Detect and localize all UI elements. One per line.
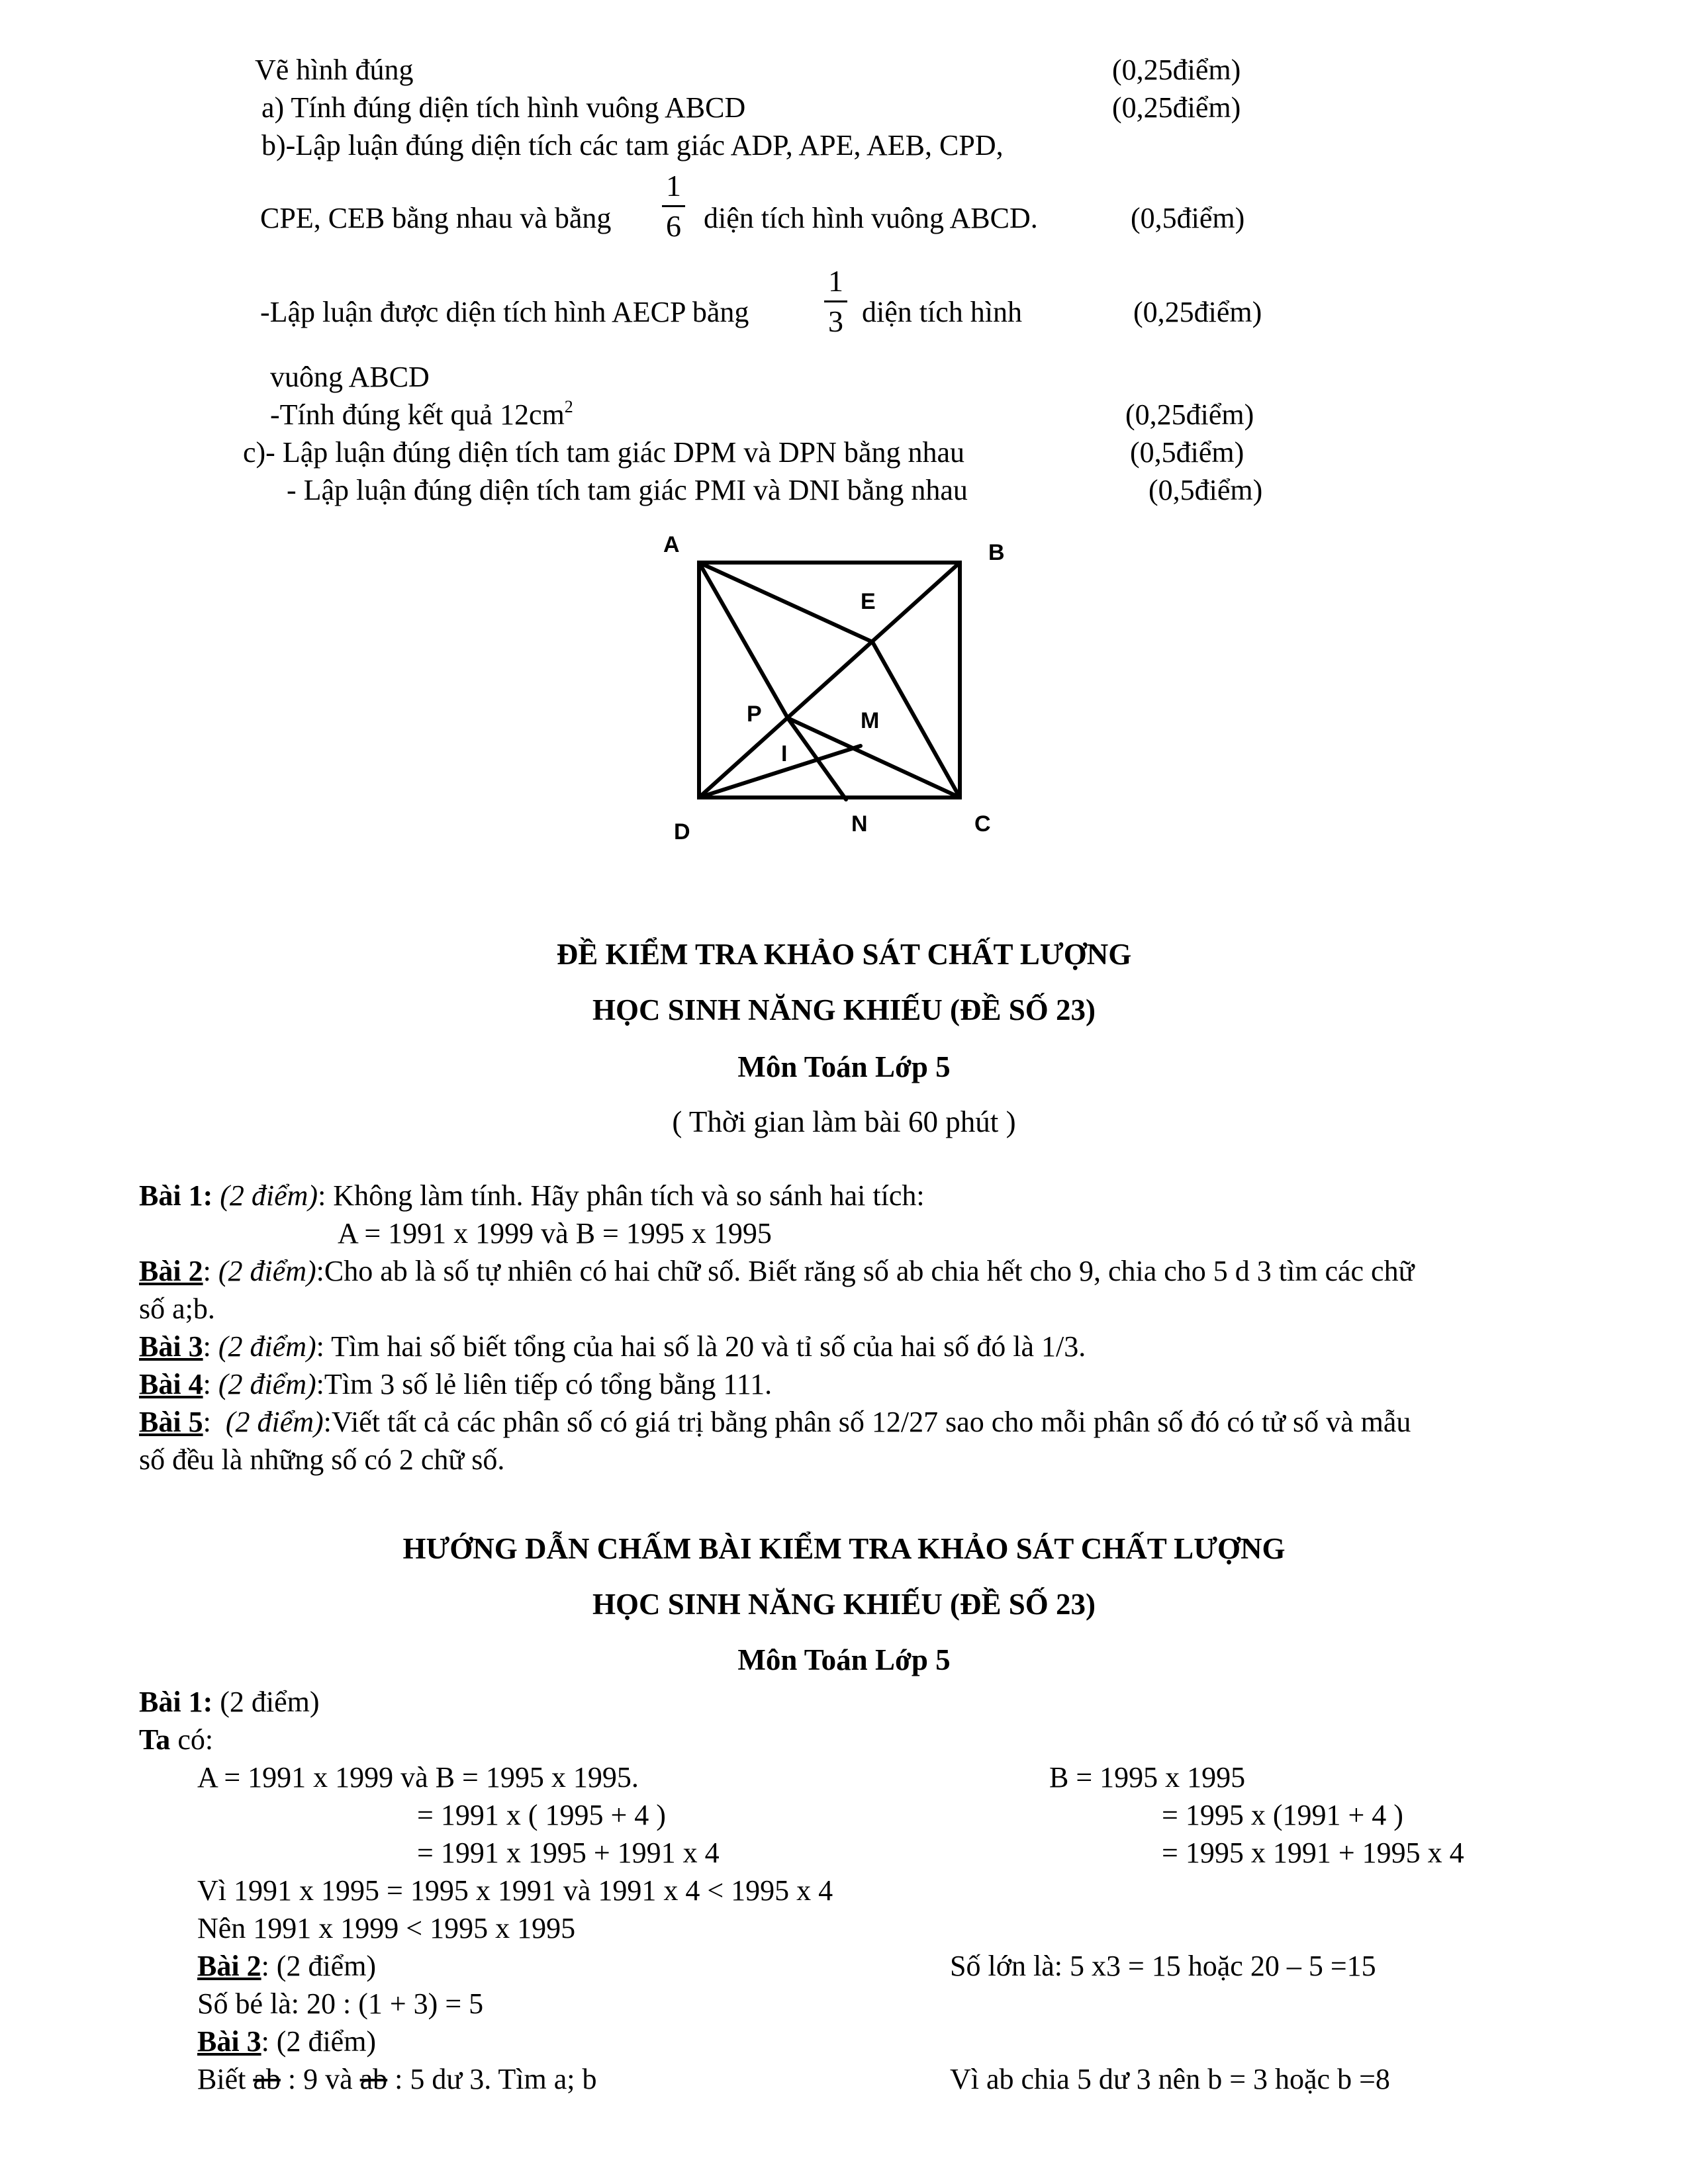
mark-points-1: (0,25điểm) (1112, 54, 1241, 86)
fraction-numerator: 1 (662, 171, 685, 207)
guide-problem-1 (139, 1688, 320, 1717)
problem-1-text: : Không làm tính. Hãy phân tích và so sánh hai tích: (318, 1179, 925, 1212)
problem-5: Bài 5: (2 điểm):Viết tất cả các phân số có giá trị bằng phân số 12/27 sao cho mỗi phân số đó có tử số và mẫu (139, 1406, 1411, 1438)
problem-1 (139, 1181, 925, 1210)
guide-biet (197, 2065, 597, 2094)
problem-4-text: Tìm 3 số lẻ liên tiếp có tổng bằng 111. (324, 1368, 773, 1400)
guide-subject: Môn Toán Lớp 5 (737, 1643, 951, 1676)
label-a: A (663, 532, 680, 557)
problem-4-label: Bài 4 (139, 1368, 203, 1400)
square-abcd-figure (0, 0, 1688, 860)
mark-line-5-pre: -Lập luận được diện tích hình AECP bằng (260, 296, 749, 328)
guide-vi: Vì 1991 x 1995 = 1995 x 1991 và 1991 x 4 < 1995 x 4 (197, 1874, 833, 1907)
problem-3-label: Bài 3 (139, 1330, 203, 1363)
fraction-denominator: 3 (828, 304, 843, 338)
guide-b-line-1: B = 1995 x 1995 (1049, 1761, 1246, 1794)
guide-so-lon: Số lớn là: 5 x3 = 15 hoặc 20 – 5 =15 (950, 1950, 1376, 1982)
exam-title-2: HỌC SINH NĂNG KHIẾU (ĐỀ SỐ 23) (592, 993, 1096, 1026)
problem-2-label: Bài 2 (139, 1255, 203, 1287)
segment-dm (699, 746, 861, 797)
guide-a-line-1: A = 1991 x 1999 và B = 1995 x 1995. (197, 1761, 639, 1794)
superscript: 2 (564, 397, 573, 416)
guide-taco (139, 1725, 213, 1754)
label-d: D (674, 819, 690, 844)
mark-line-6: vuông ABCD (270, 361, 430, 393)
guide-vi-ab: Vì ab chia 5 dư 3 nên b = 3 hoặc b =8 (950, 2063, 1390, 2095)
mark-line-9: - Lập luận đúng diện tích tam giác PMI và DNI bằng nhau (287, 474, 968, 506)
guide-biet-post: : 5 dư 3. Tìm a; b (387, 2063, 597, 2095)
mark-line-4-pre: CPE, CEB bằng nhau và bằng (260, 202, 612, 234)
fraction-numerator: 1 (824, 266, 847, 302)
guide-problem-1-label: Bài 1: (139, 1686, 213, 1718)
mark-line-3: b)-Lập luận đúng diện tích các tam giác ADP, APE, AEB, CPD, (261, 129, 1004, 161)
guide-a-line-3: = 1991 x 1995 + 1991 x 4 (417, 1837, 720, 1869)
problem-1-label: Bài 1: (139, 1179, 213, 1212)
mark-points-9: (0,5điểm) (1149, 474, 1263, 506)
problem-2-points: (2 điểm) (218, 1255, 316, 1287)
guide-b-line-3: = 1995 x 1991 + 1995 x 4 (1162, 1837, 1464, 1869)
label-e: E (861, 589, 876, 614)
label-p: P (747, 702, 762, 727)
label-c: C (974, 811, 991, 837)
problem-2-text: Cho ab là số tự nhiên có hai chữ số. Biết răng số ab chia hết cho 9, chia cho 5 d 3 tìm các chữ (324, 1255, 1415, 1287)
exam-title-1: ĐỀ KIỂM TRA KHẢO SÁT CHẤT LƯỢNG (556, 938, 1132, 971)
segment-ec (872, 642, 960, 797)
mark-points-7: (0,25điểm) (1125, 398, 1254, 431)
guide-problem-2 (197, 1952, 376, 1981)
guide-problem-2-points: : (2 điểm) (261, 1950, 377, 1982)
problem-1-points: (2 điểm) (220, 1179, 318, 1212)
problem-4: Bài 4: (2 điểm):Tìm 3 số lẻ liên tiếp có tổng bằng 111. (139, 1368, 773, 1400)
guide-problem-3 (197, 2027, 376, 2056)
guide-problem-3-label: Bài 3 (197, 2025, 261, 2058)
mark-points-4: (0,5điểm) (1131, 202, 1245, 234)
mark-line-5-post: diện tích hình (862, 296, 1022, 328)
guide-biet-mid: : 9 và (280, 2063, 360, 2095)
diagonal-db (699, 563, 960, 797)
fraction-denominator: 6 (666, 209, 681, 243)
mark-line-7-text: -Tính đúng kết quả 12cm (270, 398, 565, 431)
problem-4-points: (2 điểm) (218, 1368, 316, 1400)
label-b: B (988, 540, 1005, 565)
problem-5-label: Bài 5 (139, 1406, 203, 1438)
problem-2: Bài 2: (2 điểm):Cho ab là số tự nhiên có hai chữ số. Biết răng số ab chia hết cho 9, chia cho 5 d 3 tìm các chữ (139, 1255, 1415, 1287)
mark-line-2: a) Tính đúng diện tích hình vuông ABCD (261, 91, 746, 124)
problem-5-text: Viết tất cả các phân số có giá trị bằng phân số 12/27 sao cho mỗi phân số đó có tử số và mẫu (331, 1406, 1411, 1438)
problem-5-cont: số đều là những số có 2 chữ số. (139, 1443, 505, 1476)
guide-problem-2-label: Bài 2 (197, 1950, 261, 1982)
segment-ae (699, 563, 872, 642)
guide-nen: Nên 1991 x 1999 < 1995 x 1995 (197, 1912, 576, 1944)
label-m: M (861, 708, 880, 733)
guide-title-2: HỌC SINH NĂNG KHIẾU (ĐỀ SỐ 23) (592, 1588, 1096, 1621)
segment-ap (699, 563, 788, 718)
problem-5-points: (2 điểm) (225, 1406, 324, 1438)
mark-line-1: Vẽ hình đúng (255, 54, 414, 86)
guide-problem-1-points: (2 điểm) (220, 1686, 320, 1718)
problem-3-points: (2 điểm) (218, 1330, 316, 1363)
guide-biet-ab-2: ab (359, 2063, 388, 2095)
problem-2-cont: số a;b. (139, 1293, 215, 1325)
guide-taco-label: Ta (139, 1723, 171, 1756)
problem-1-formula: A = 1991 x 1999 và B = 1995 x 1995 (338, 1217, 772, 1250)
mark-points-8: (0,5điểm) (1130, 436, 1244, 469)
mark-line-8: c)- Lập luận đúng diện tích tam giác DPM và DPN bằng nhau (243, 436, 964, 469)
guide-title-1: HƯỚNG DẪN CHẤM BÀI KIỂM TRA KHẢO SÁT CHẤT LƯỢNG (402, 1532, 1286, 1565)
guide-problem-3-points: : (2 điểm) (261, 2025, 377, 2058)
guide-taco-rest: có: (177, 1723, 214, 1756)
mark-points-2: (0,25điểm) (1112, 91, 1241, 124)
exam-time: ( Thời gian làm bài 60 phút ) (672, 1105, 1016, 1138)
guide-biet-ab-1: ab (253, 2063, 281, 2095)
problem-3: Bài 3: (2 điểm): Tìm hai số biết tổng của hai số là 20 và tỉ số của hai số đó là 1/3. (139, 1330, 1086, 1363)
mark-points-5: (0,25điểm) (1133, 296, 1262, 328)
guide-biet-pre: Biết (197, 2063, 246, 2095)
mark-line-4-post: diện tích hình vuông ABCD. (704, 202, 1038, 234)
guide-so-be: Số bé là: 20 : (1 + 3) = 5 (197, 1987, 484, 2020)
exam-subject: Môn Toán Lớp 5 (737, 1050, 951, 1083)
label-i: I (781, 741, 788, 766)
label-n: N (851, 811, 868, 837)
problem-3-text: : Tìm hai số biết tổng của hai số là 20 và tỉ số của hai số đó là 1/3. (316, 1330, 1086, 1363)
guide-a-line-2: = 1991 x ( 1995 + 4 ) (417, 1799, 666, 1831)
guide-b-line-2: = 1995 x (1991 + 4 ) (1162, 1799, 1403, 1831)
